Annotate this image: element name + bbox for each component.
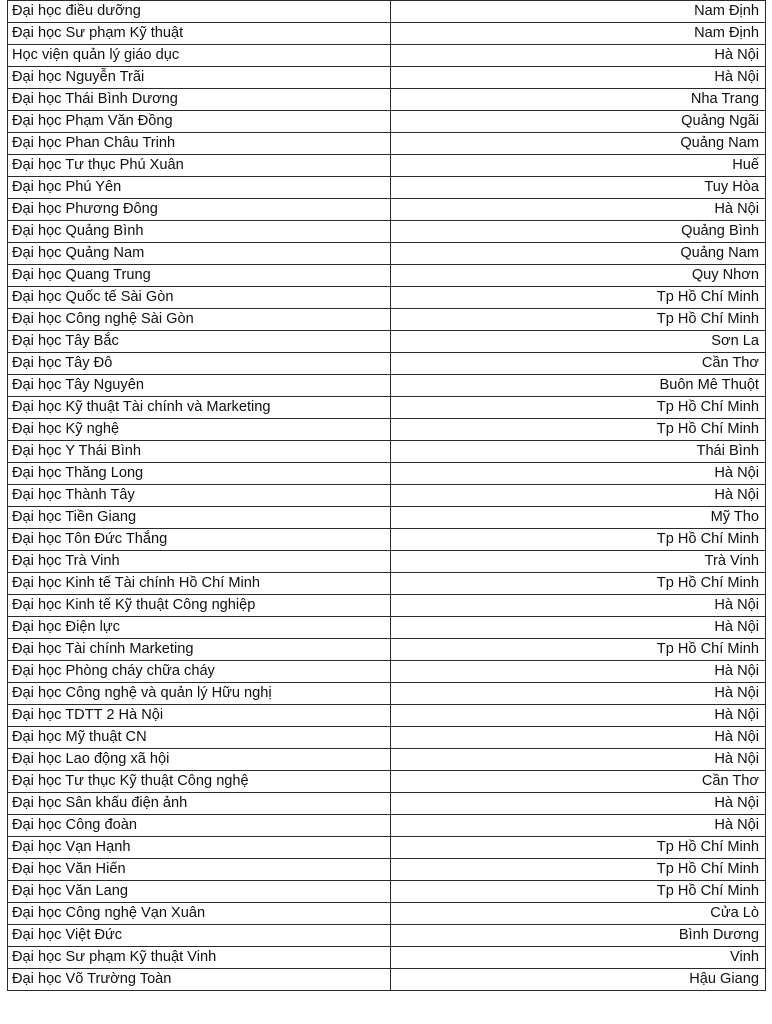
table-row: [8, 375, 766, 397]
location-cell: Hà Nội: [391, 705, 766, 727]
table-row: [8, 419, 766, 441]
location-cell: Hà Nội: [391, 617, 766, 639]
university-name-cell: Đại học Sư phạm Kỹ thuật Vinh: [8, 947, 391, 969]
location-cell: Tp Hồ Chí Minh: [391, 881, 766, 903]
university-name-cell: Đại học Thái Bình Dương: [8, 89, 391, 111]
location-cell: Nha Trang: [391, 89, 766, 111]
university-name-cell: Đại học Công nghệ Vạn Xuân: [8, 903, 391, 925]
university-name-cell: Đại học Tư thục Phú Xuân: [8, 155, 391, 177]
location-cell: Bình Dương: [391, 925, 766, 947]
university-name-cell: Đại học Công nghệ và quản lý Hữu nghị: [8, 683, 391, 705]
table-row: [8, 397, 766, 419]
table-row: [8, 331, 766, 353]
table-row: [8, 617, 766, 639]
university-name-cell: Đại học Tây Nguyên: [8, 375, 391, 397]
table-row: [8, 573, 766, 595]
table-row: [8, 463, 766, 485]
location-cell: Tp Hồ Chí Minh: [391, 287, 766, 309]
university-name-cell: Đại học Tài chính Marketing: [8, 639, 391, 661]
university-name-cell: Đại học Quảng Bình: [8, 221, 391, 243]
location-cell: Quy Nhơn: [391, 265, 766, 287]
table-row: [8, 683, 766, 705]
table-row: [8, 243, 766, 265]
location-cell: Quảng Ngãi: [391, 111, 766, 133]
university-name-cell: Đại học Phương Đông: [8, 199, 391, 221]
university-name-cell: Đại học Công nghệ Sài Gòn: [8, 309, 391, 331]
university-name-cell: Đại học Phan Châu Trinh: [8, 133, 391, 155]
location-cell: Hà Nội: [391, 45, 766, 67]
location-cell: Quảng Nam: [391, 243, 766, 265]
table-row: [8, 815, 766, 837]
university-name-cell: Đại học Quang Trung: [8, 265, 391, 287]
table-row: [8, 881, 766, 903]
location-cell: Hà Nội: [391, 661, 766, 683]
location-cell: Tp Hồ Chí Minh: [391, 529, 766, 551]
location-cell: Cần Thơ: [391, 771, 766, 793]
table-row: [8, 639, 766, 661]
location-cell: Buôn Mê Thuột: [391, 375, 766, 397]
university-name-cell: Đại học Tôn Đức Thắng: [8, 529, 391, 551]
table-row: [8, 925, 766, 947]
table-row: [8, 507, 766, 529]
university-name-cell: Đại học Quảng Nam: [8, 243, 391, 265]
location-cell: Hà Nội: [391, 727, 766, 749]
university-name-cell: Đại học Công đoàn: [8, 815, 391, 837]
location-cell: Trà Vinh: [391, 551, 766, 573]
table-row: [8, 155, 766, 177]
university-name-cell: Đại học Lao động xã hội: [8, 749, 391, 771]
university-name-cell: Đại học Sân khấu điện ảnh: [8, 793, 391, 815]
location-cell: Hà Nội: [391, 815, 766, 837]
university-name-cell: Đại học Việt Đức: [8, 925, 391, 947]
table-row: [8, 595, 766, 617]
university-name-cell: Học viện quản lý giáo dục: [8, 45, 391, 67]
university-name-cell: Đại học Kinh tế Kỹ thuật Công nghiệp: [8, 595, 391, 617]
university-name-cell: Đại học Tiền Giang: [8, 507, 391, 529]
location-cell: Nam Định: [391, 23, 766, 45]
university-name-cell: Đại học điều dưỡng: [8, 1, 391, 23]
table-row: [8, 309, 766, 331]
university-name-cell: Đại học Tư thục Kỹ thuật Công nghệ: [8, 771, 391, 793]
location-cell: Quảng Bình: [391, 221, 766, 243]
table-row: [8, 661, 766, 683]
location-cell: Cửa Lò: [391, 903, 766, 925]
table-row: [8, 947, 766, 969]
location-cell: Nam Định: [391, 1, 766, 23]
location-cell: Tp Hồ Chí Minh: [391, 859, 766, 881]
university-table-body: [8, 1, 766, 991]
location-cell: Mỹ Tho: [391, 507, 766, 529]
location-cell: Tp Hồ Chí Minh: [391, 419, 766, 441]
university-name-cell: Đại học Mỹ thuật CN: [8, 727, 391, 749]
university-name-cell: Đại học Kỹ thuật Tài chính và Marketing: [8, 397, 391, 419]
location-cell: Tp Hồ Chí Minh: [391, 837, 766, 859]
table-row: [8, 859, 766, 881]
university-name-cell: Đại học Sư phạm Kỹ thuật: [8, 23, 391, 45]
table-row: [8, 705, 766, 727]
table-row: [8, 353, 766, 375]
location-cell: Vinh: [391, 947, 766, 969]
university-name-cell: Đại học Vạn Hạnh: [8, 837, 391, 859]
university-name-cell: Đại học Tây Đô: [8, 353, 391, 375]
location-cell: Tp Hồ Chí Minh: [391, 573, 766, 595]
table-row: [8, 287, 766, 309]
table-row: [8, 1, 766, 23]
table-row: [8, 45, 766, 67]
table-row: [8, 529, 766, 551]
location-cell: Hà Nội: [391, 749, 766, 771]
location-cell: Hà Nội: [391, 463, 766, 485]
location-cell: Tp Hồ Chí Minh: [391, 639, 766, 661]
table-row: [8, 551, 766, 573]
location-cell: Hậu Giang: [391, 969, 766, 991]
table-row: [8, 67, 766, 89]
location-cell: Hà Nội: [391, 199, 766, 221]
location-cell: Cần Thơ: [391, 353, 766, 375]
university-name-cell: Đại học Phú Yên: [8, 177, 391, 199]
location-cell: Tp Hồ Chí Minh: [391, 309, 766, 331]
location-cell: Hà Nội: [391, 485, 766, 507]
table-row: [8, 133, 766, 155]
university-name-cell: Đại học Phòng cháy chữa cháy: [8, 661, 391, 683]
table-row: [8, 199, 766, 221]
location-cell: Tp Hồ Chí Minh: [391, 397, 766, 419]
university-name-cell: Đại học Phạm Văn Đồng: [8, 111, 391, 133]
university-name-cell: Đại học Thành Tây: [8, 485, 391, 507]
table-row: [8, 837, 766, 859]
location-cell: Quảng Nam: [391, 133, 766, 155]
location-cell: Huế: [391, 155, 766, 177]
table-row: [8, 969, 766, 991]
table-row: [8, 793, 766, 815]
table-row: [8, 89, 766, 111]
table-row: [8, 749, 766, 771]
table-row: [8, 771, 766, 793]
table-row: [8, 441, 766, 463]
table-row: [8, 903, 766, 925]
university-table: [7, 0, 766, 991]
university-name-cell: Đại học Văn Lang: [8, 881, 391, 903]
location-cell: Sơn La: [391, 331, 766, 353]
table-row: [8, 265, 766, 287]
university-name-cell: Đại học Kỹ nghệ: [8, 419, 391, 441]
university-name-cell: Đại học TDTT 2 Hà Nội: [8, 705, 391, 727]
university-name-cell: Đại học Thăng Long: [8, 463, 391, 485]
university-name-cell: Đại học Điện lực: [8, 617, 391, 639]
table-row: [8, 23, 766, 45]
university-name-cell: Đại học Tây Bắc: [8, 331, 391, 353]
university-name-cell: Đại học Quốc tế Sài Gòn: [8, 287, 391, 309]
location-cell: Hà Nội: [391, 683, 766, 705]
location-cell: Thái Bình: [391, 441, 766, 463]
university-name-cell: Đại học Y Thái Bình: [8, 441, 391, 463]
location-cell: Hà Nội: [391, 793, 766, 815]
table-row: [8, 485, 766, 507]
table-row: [8, 177, 766, 199]
table-row: [8, 221, 766, 243]
table-row: [8, 727, 766, 749]
university-name-cell: Đại học Võ Trường Toàn: [8, 969, 391, 991]
university-name-cell: Đại học Văn Hiến: [8, 859, 391, 881]
university-name-cell: Đại học Trà Vinh: [8, 551, 391, 573]
table-row: [8, 111, 766, 133]
university-name-cell: Đại học Kinh tế Tài chính Hồ Chí Minh: [8, 573, 391, 595]
location-cell: Hà Nội: [391, 67, 766, 89]
location-cell: Hà Nội: [391, 595, 766, 617]
location-cell: Tuy Hòa: [391, 177, 766, 199]
university-name-cell: Đại học Nguyễn Trãi: [8, 67, 391, 89]
